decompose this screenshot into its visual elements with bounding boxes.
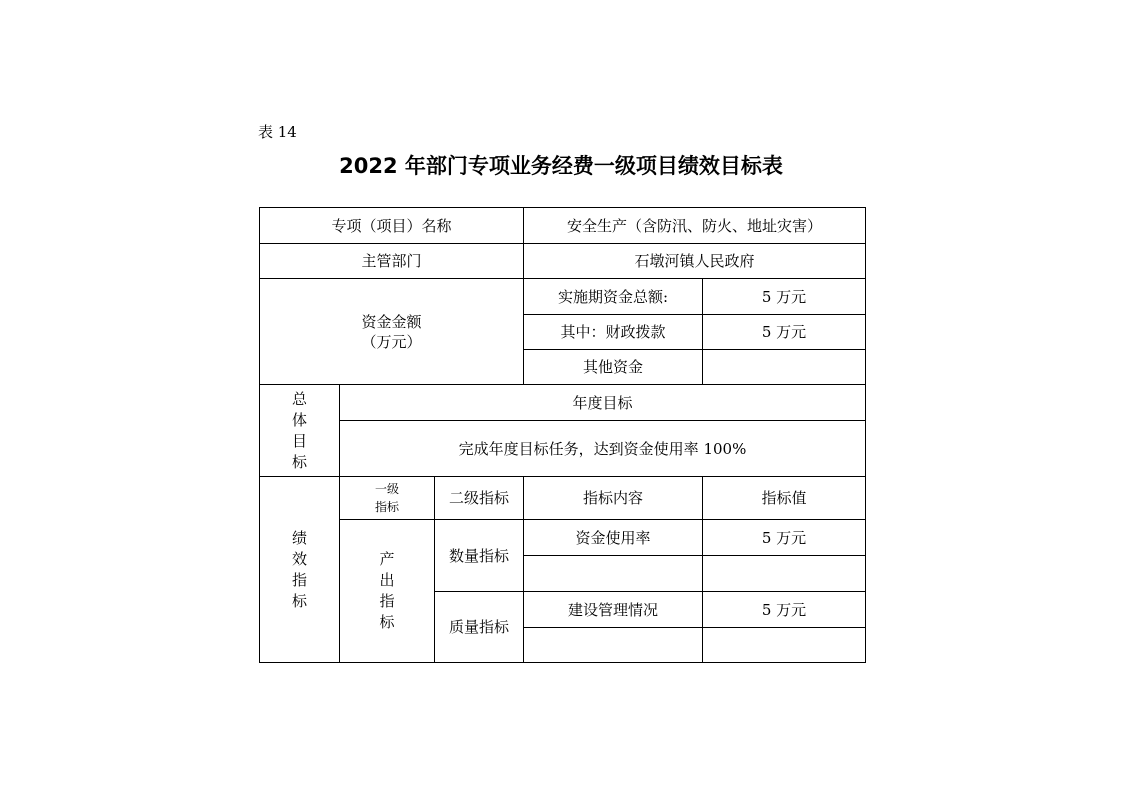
- funds-label-cell: [260, 279, 524, 385]
- indicator-value: [703, 556, 866, 592]
- funds-total-value: 5 万元: [703, 279, 866, 315]
- indicator-value: 5 万元: [703, 520, 866, 556]
- funds-unit-label: （万元）: [361, 332, 422, 351]
- project-name-value: 安全生产（含防汛、防火、地址灾害）: [524, 208, 866, 244]
- indicator-row: [260, 520, 866, 556]
- level1-header: 一级指标: [374, 482, 399, 514]
- indicator-content: [524, 628, 703, 663]
- funds-total-row: [260, 279, 866, 315]
- quantity-indicator-label: 数量指标: [435, 520, 524, 592]
- funds-fiscal-label: 其中：财政拨款: [524, 315, 703, 350]
- department-value: 石墩河镇人民政府: [524, 244, 866, 279]
- quality-indicator-label: 质量指标: [435, 592, 524, 663]
- indicator-value: [703, 628, 866, 663]
- value-header: 指标值: [703, 477, 866, 520]
- performance-label-cell: [260, 477, 340, 663]
- year-goal-text: 完成年度目标任务，达到资金使用率 100%: [340, 421, 866, 477]
- performance-label: 绩效指标: [291, 528, 307, 610]
- output-indicator-cell: [340, 520, 435, 663]
- project-name-row: [260, 208, 866, 244]
- funds-other-value: [703, 350, 866, 385]
- indicator-value: 5 万元: [703, 592, 866, 628]
- overall-goal-header-row: [260, 385, 866, 421]
- funds-total-label: 实施期资金总额:: [524, 279, 703, 315]
- table-number: 表 14: [258, 123, 297, 141]
- department-row: [260, 244, 866, 279]
- funds-fiscal-value: 5 万元: [703, 315, 866, 350]
- year-goal-header: 年度目标: [340, 385, 866, 421]
- content-header: 指标内容: [524, 477, 703, 520]
- indicator-content: [524, 556, 703, 592]
- funds-other-label: 其他资金: [524, 350, 703, 385]
- indicator-header-row: [260, 477, 866, 520]
- project-name-label: 专项（项目）名称: [260, 208, 524, 244]
- output-indicator-label: 产出指标: [379, 550, 395, 631]
- indicator-content: 建设管理情况: [524, 592, 703, 628]
- overall-goal-label-cell: [260, 385, 340, 477]
- page-title: 2022 年部门专项业务经费一级项目绩效目标表: [339, 154, 783, 178]
- performance-goal-table: [259, 207, 866, 663]
- overall-goal-label: 总体目标: [291, 389, 307, 471]
- department-label: 主管部门: [260, 244, 524, 279]
- indicator-content: 资金使用率: [524, 520, 703, 556]
- overall-goal-text-row: [260, 421, 866, 477]
- level1-header-cell: [340, 477, 435, 520]
- level2-header: 二级指标: [435, 477, 524, 520]
- funds-label: 资金金额: [361, 312, 422, 331]
